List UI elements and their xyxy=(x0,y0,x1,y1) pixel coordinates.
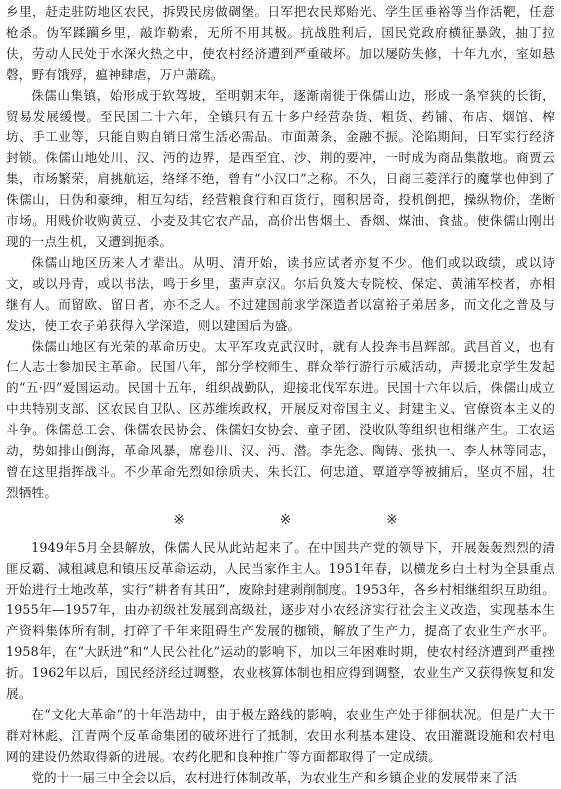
paragraph-reform: 党的十一届三中全会以后，农村进行体制改革，为农业生产和乡镇企业的发展带来了活 xyxy=(31,769,518,785)
paragraph-town-history: 侏儒山集镇，始形成于软驾坡，至明朝末年，逐渐南徙于侏儒山边，形成一条窄狭的长街，贸易发展缓慢。至民国二十六年，全镇只有五十多户经营杂货、粗货、药铺、布店、烟馆、榨坊、手工业等，只能自购自销日常生活必需品。市面萧条，金融不振。沦陷期间，日军实行经济封锁。侏儒山地处川、汉、沔的边界，是西至宜、沙、荆的要冲，一时成为商品集散地。商贾云集，市场繁荣，肩挑航运，络绎不绝，曾有“小汉口”之称。不久，日商三菱洋行的魔掌也伸到了侏儒山，日伪和豪绅，相互勾结，经营粮食行和百货行，囤积居奇，投机倒把，操纵物价，垄断市场。用贱价收购黄豆、小麦及其它农产品，高价出售烟土、香烟、煤油、食盐。使侏儒山刚出现的一点生机，又遭到扼杀。 xyxy=(6,87,555,249)
document-page xyxy=(6,2,555,785)
section-divider xyxy=(6,510,555,532)
divider-mark: ※ xyxy=(385,512,398,529)
divider-mark: ※ xyxy=(173,512,186,529)
paragraph-invasion-aftermath: 乡里，赶走驻防地区农民，拆毁民房做碉堡。日军把农民郑贻光、学生匡垂裕等当作活靶，任意枪杀。伪军蹂躏乡里，敲诈勒索，无所不用其极。抗战胜利后，国民党政府横征暴敛，抽丁拉伕，劳动人民处于水深火热之中，使农村经济遭到严重破坏。加以屡防失修，十年九水，室如悬磬，野有饿殍，瘟神肆虐，万户萧疏。 xyxy=(6,4,555,82)
divider-mark: ※ xyxy=(279,512,292,529)
paragraph-revolution: 侏儒山地区有光荣的革命历史。太平军攻克武汉时，就有人投奔韦昌辉部。武昌首义，也有仁人志士参加民主革命。民国八年，部分学校师生、群众举行游行示威活动，声援北京学生发起的“五·四”爱国运动。民国十五年，组织战勤队，迎接北伐军东进。民国十六年以后，侏儒山成立中共特别支部、区农民自卫队、区苏维埃政权，开展反对帝国主义、封建主义、官僚资本主义的斗争。侏儒总工会、侏儒农民协会、侏儒妇女协会、童子团、没收队等组织也相继产生。工农运动，势如排山倒海，革命风暴，席卷川、汉、沔、潜。李先念、陶铸、张执一、李人林等同志，曾在这里指挥战斗。不少革命先烈如徐质夫、朱长江、何忠道、覃道亭等被捕后，坚贞不屈，壮烈牺牲。 xyxy=(6,338,555,500)
paragraph-talent: 侏儒山地区历来人才辈出。从明、清开始，读书应试者亦复不少。他们或以政绩，或以诗文，或以丹青，或以书法，鸣于乡里，蜚声京汉。尔后负笈大专院校、保定、黄浦军校者，亦相继有人。而留欧、留日者，亦不乏人。不过建国前求学深造者以富裕子弟居多，而文化之普及与发达，使工农子弟获得入学深造，则以建国后为盛。 xyxy=(6,254,555,333)
paragraph-liberation: 1949年5月全县解放，侏儒人民从此站起来了。在中国共产党的领导下，开展轰轰烈烈的清匪反霸、减租减息和镇压反革命运动，人民当家作主人。1951年春，以横龙乡白土村为全县重点开始进行土地改革，实行“耕者有其田”，废除封建剥削制度。1953年，各乡村相继组织互助组。1955年—1957年，由办初级社发展到高级社，逐步对小农经济实行社会主义改造，实现基本生产资料集体所有制，打碎了千年来阻碍生产发展的枷锁，解放了生产力，提高了农业生产水平。1958年，在“大跃进”和“人民公社化”运动的影响下，加以三年困难时期，使农村经济遭到严重挫折。1962年以后，国民经济经过调整，农业核算体制也相应得到调整，农业生产又获得恢复和发展。 xyxy=(6,539,555,702)
paragraph-cultural-revolution: 在“文化大革命”的十年浩劫中，由于极左路线的影响，农业生产处于徘徊状况。但是广大干群对林彪、江青两个反革命集团的破坏进行了抵制，农田水利基本建设、农田灌溉设施和农村电网的建设仍然取得新的进展。农药化肥和良种推广等方面都取得了一定成绩。 xyxy=(6,707,555,764)
